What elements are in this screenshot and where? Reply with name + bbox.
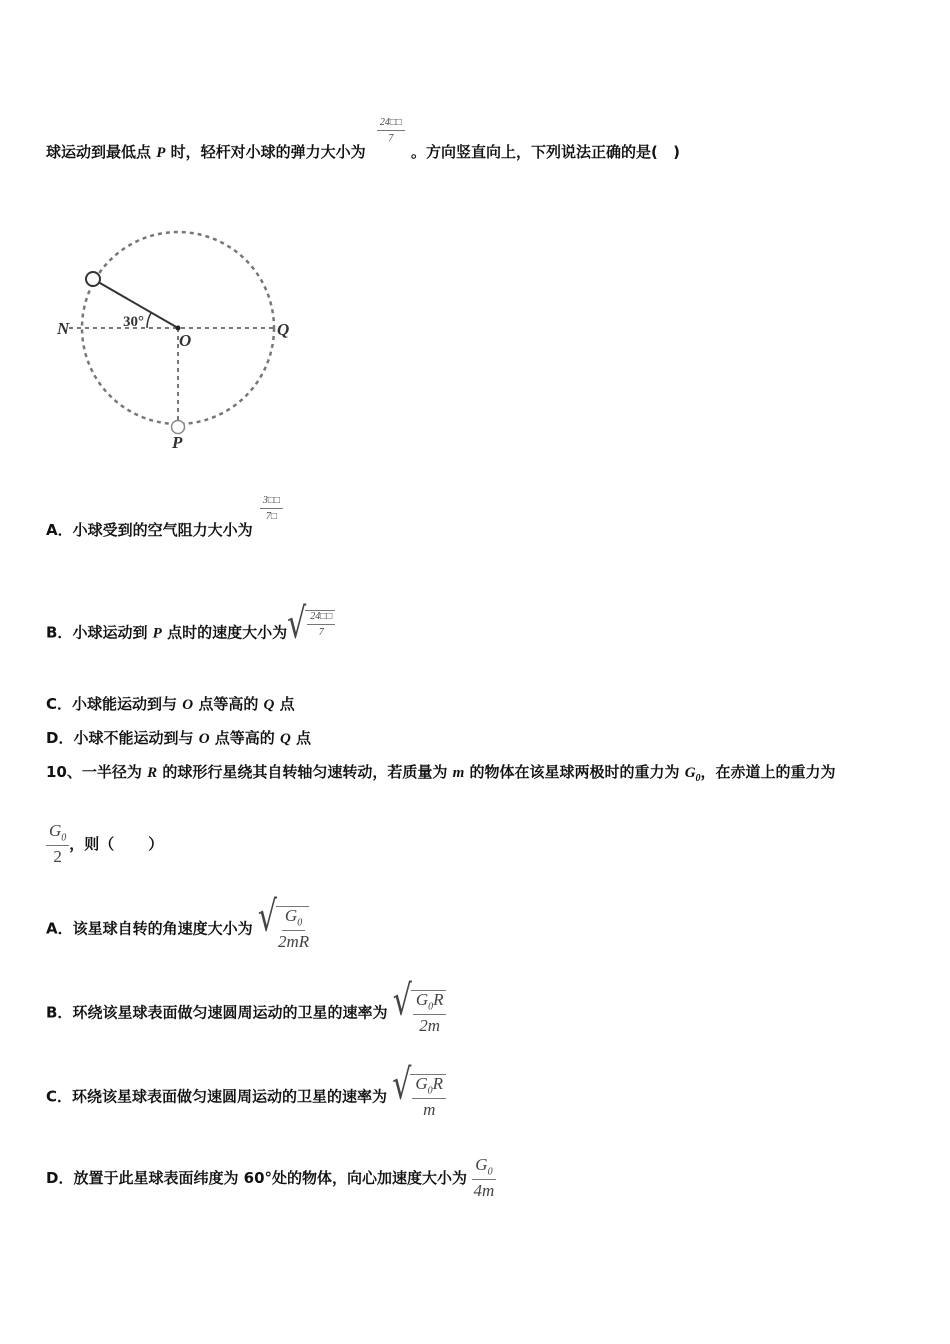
ball-position-p: [172, 421, 185, 434]
option-c-q9: C．小球能运动到与 O 点等高的 Q 点: [46, 695, 295, 713]
angle-arc: [147, 313, 151, 328]
label-q: Q: [277, 320, 290, 339]
centripetal-accel-fraction: $\frac{G_0}{4m}$: [473, 1155, 495, 1201]
option-b-q9: B．小球运动到 P 点时的速度大小为 √ $\frac{24□□}{7}$: [46, 618, 335, 648]
label-o: O: [179, 331, 192, 350]
question-10-stem-cont: $\frac{G_0}{2}$ ，则（ ）: [46, 822, 163, 867]
label-n: N: [57, 319, 70, 338]
force-fraction: $\frac{24□□}{7}$: [377, 117, 405, 144]
question-10-stem: 10、一半径为 R 的球形行星绕其自转轴匀速转动，若质量为 m 的物体在该星球两极时的重力为 $G_0$，在赤道上的重力为: [46, 763, 836, 784]
satellite-speed-sqrt-c: √ $\frac{G_0R}{m}$: [392, 1074, 446, 1120]
label-p: P: [172, 433, 183, 452]
option-b-q10: B．环绕该星球表面做匀速圆周运动的卫星的速率为 √ $\frac{G_0R}{2m}$: [46, 990, 446, 1036]
circle-diagram: [55, 222, 315, 462]
option-a-q10: A．该星球自转的角速度大小为 √ $\frac{G_0}{2mR}$: [46, 892, 310, 952]
option-d-q10: D．放置于此星球表面纬度为 60°处的物体，向心加速度大小为 $\frac{G_0}{4m}$: [46, 1155, 495, 1201]
satellite-speed-sqrt-b: √ $\frac{G_0R}{2m}$: [393, 990, 447, 1036]
equator-gravity-fraction: $\frac{G_0}{2}$: [46, 822, 69, 867]
angular-velocity-sqrt: √ $\frac{G_0}{2mR}$: [257, 892, 310, 952]
ball: [86, 272, 100, 286]
drag-force-fraction: $\frac{3□□}{7□}$: [260, 495, 283, 522]
option-a-q9: A．小球受到的空气阻力大小为 $\frac{3□□}{7□}$: [46, 517, 283, 544]
speed-sqrt: √ $\frac{24□□}{7}$: [287, 610, 335, 640]
question-intro-line: 球运动到最低点 P 时，轻杆对小球的弹力大小为 $\frac{24□□}{7}$ 。方向竖直向上，下列说法正确的是( ): [46, 117, 680, 161]
option-d-q9: D．小球不能运动到与 O 点等高的 Q 点: [46, 729, 312, 747]
center-point: [176, 326, 181, 331]
option-c-q10: C．环绕该星球表面做匀速圆周运动的卫星的速率为 √ $\frac{G_0R}{m}$: [46, 1074, 446, 1120]
angle-label: 30°: [123, 314, 144, 330]
